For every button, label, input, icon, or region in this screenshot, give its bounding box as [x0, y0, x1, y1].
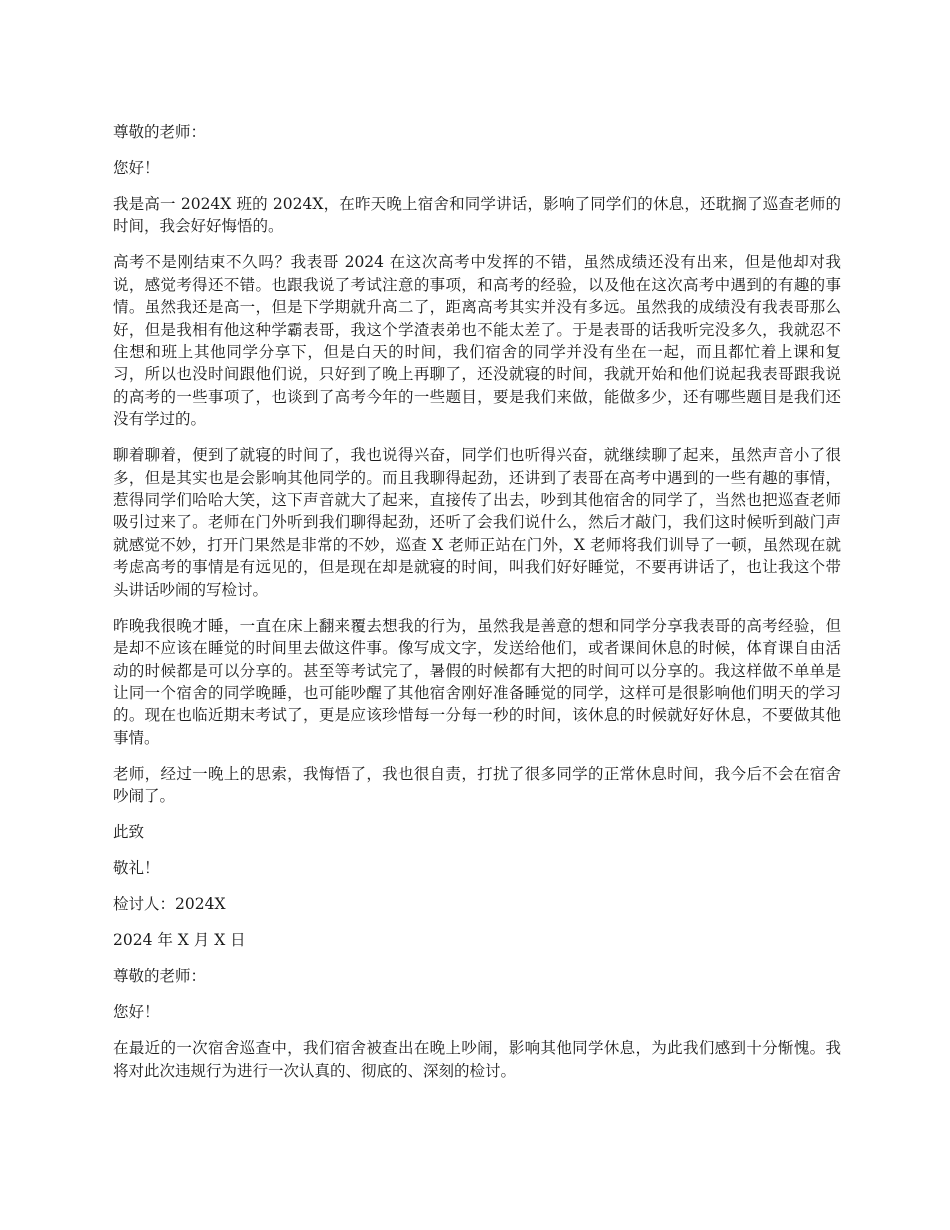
body-paragraph: 在最近的一次宿舍巡查中，我们宿舍被查出在晚上吵闹，影响其他同学休息，为此我们感到十分惭愧。我将对此次违规行为进行一次认真的、彻底的、深刻的检讨。: [113, 1039, 841, 1080]
closing-salute: 敬礼！: [113, 859, 160, 878]
signature: 检讨人：2024X: [113, 895, 226, 914]
date: 2024 年 X 月 X 日: [113, 931, 246, 950]
greeting: 您好！: [113, 1003, 160, 1022]
body-paragraph: 老师，经过一晚上的思索，我悔悟了，我也很自责，打扰了很多同学的正常休息时间，我今后不会在宿舍吵闹了。: [113, 764, 841, 806]
closing-line: 此致: [113, 823, 145, 842]
body-paragraph: 聊着聊着，便到了就寝的时间了，我也说得兴奋，同学们也听得兴奋，就继续聊了起来，虽然声音小了很多，但是其实也是会影响其他同学的。而且我聊得起劲，还讲到了表哥在高考中遇到的一些有趣的事情，惹得同学们哈哈大笑，这下声音就大了起来，直接传了出去，吵到其他宿舍的同学了，当然也把巡查老师吸引过来了。老师在门外听到我们聊得起劲，还听了会我们说什么，然后才敲门，我们这时候听到敲门声就感觉不妙，打开门果然是非常的不妙，巡查 X 老师正站在门外，X 老师将我们训导了一顿，虽然现在就考虑高考的事情是有远见的，但是现在却是就寝的时间，叫我们好好睡觉，不要再讲话了，也让我这个带头讲话吵闹的写检讨。: [113, 446, 841, 599]
greeting: 您好！: [113, 159, 160, 177]
salutation: 尊敬的老师：: [113, 967, 207, 986]
salutation: 尊敬的老师：: [113, 123, 207, 141]
document-body: [113, 121, 841, 1096]
body-paragraph: 昨晚我很晚才睡，一直在床上翻来覆去想我的行为，虽然我是善意的想和同学分享我表哥的高考经验，但是却不应该在睡觉的时间里去做这件事。像写成文字，发送给他们，或者课间休息的时候，体育课自由活动的时候都是可以分享的。甚至等考试完了，暑假的时候都有大把的时间可以分享的。我这样做不单单是让同一个宿舍的同学晚睡，也可能吵醒了其他宿舍刚好准备睡觉的同学，这样可是很影响他们明天的学习的。现在也临近期末考试了，更是应该珍惜每一分每一秒的时间，该休息的时候就好好休息，不要做其他事情。: [113, 616, 841, 747]
body-paragraph: 我是高一 2024X 班的 2024X，在昨天晚上宿舍和同学讲话，影响了同学们的休息，还耽搁了巡查老师的时间，我会好好悔悟的。: [113, 195, 841, 236]
body-paragraph: 高考不是刚结束不久吗？我表哥 2024 在这次高考中发挥的不错，虽然成绩还没有出来，但是他却对我说，感觉考得还不错。也跟我说了考试注意的事项，和高考的经验，以及他在这次高考中遇到的有趣的事情。虽然我还是高一，但是下学期就升高二了，距离高考其实并没有多远。虽然我的成绩没有我表哥那么好，但是我相有他这种学霸表哥，我这个学渣表弟也不能太差了。于是表哥的话我听完没多久，我就忍不住想和班上其他同学分享下，但是白天的时间，我们宿舍的同学并没有坐在一起，而且都忙着上课和复习，所以也没时间跟他们说，只好到了晚上再聊了，还没就寝的时间，我就开始和他们说起我表哥跟我说的高考的一些事项了，也谈到了高考今年的一些题目，要是我们来做，能做多少，还有哪些题目是我们还没有学过的。: [113, 253, 841, 429]
